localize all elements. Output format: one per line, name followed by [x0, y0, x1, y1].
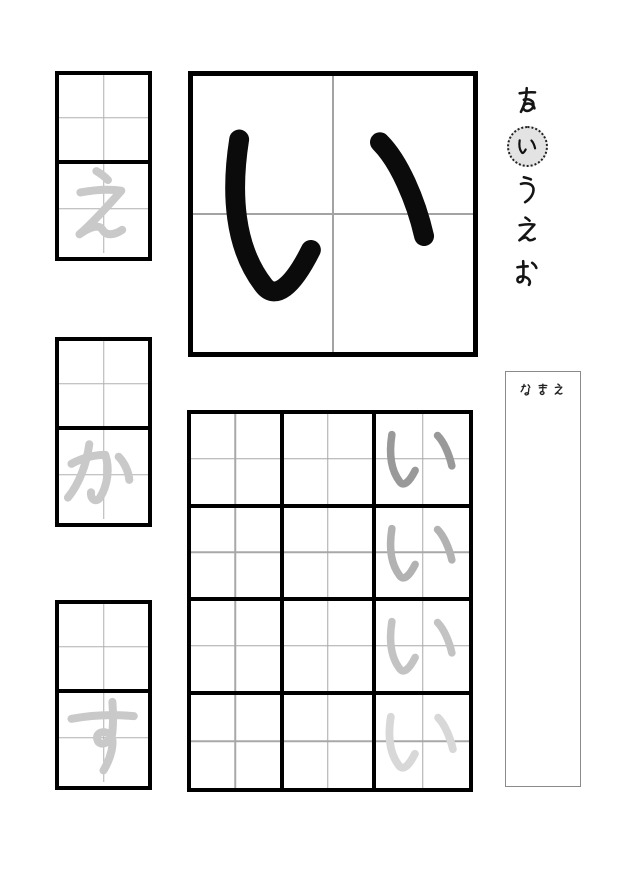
practice-cell-blank: [59, 341, 148, 430]
guide-line-horizontal: [284, 741, 373, 743]
trace-char-i-row4: [376, 695, 469, 789]
practice-box-ka: [55, 337, 152, 527]
guide-line-horizontal: [284, 645, 373, 647]
vowel-item-u: [512, 174, 544, 206]
vowel-item-o: [512, 258, 544, 290]
grid-cell-r2c1: [191, 508, 284, 602]
grid-cell-r2c2: [284, 508, 377, 602]
main-character-box: [188, 71, 478, 357]
grid-cell-r1c3: [376, 414, 469, 508]
guide-line-horizontal: [59, 117, 148, 119]
practice-cell-blank: [59, 75, 148, 164]
main-character-glyph-i: [193, 76, 473, 352]
grid-cell-r4c2: [284, 695, 377, 789]
grid-cell-r1c2: [284, 414, 377, 508]
name-label-char-ma: [536, 383, 550, 397]
guide-line-horizontal: [284, 458, 373, 460]
grid-cell-r4c3: [376, 695, 469, 789]
grid-cell-r3c3: [376, 601, 469, 695]
trace-char-ka: [59, 430, 148, 519]
grid-cell-r4c1: [191, 695, 284, 789]
practice-cell-blank: [59, 604, 148, 693]
trace-char-i-row1: [376, 414, 469, 504]
name-label: [506, 383, 580, 397]
name-label-char-na: [520, 383, 534, 397]
guide-line-horizontal: [59, 383, 148, 385]
practice-cell-trace-e: [59, 164, 148, 253]
grid-cell-r3c1: [191, 601, 284, 695]
vowel-item-a: [512, 85, 544, 117]
guide-line-horizontal: [191, 552, 280, 554]
practice-cell-trace-su: [59, 693, 148, 782]
vowel-item-e: [512, 215, 544, 247]
grid-cell-r2c3: [376, 508, 469, 602]
practice-cell-trace-ka: [59, 430, 148, 519]
trace-char-su: [59, 693, 148, 782]
grid-cell-r1c1: [191, 414, 284, 508]
guide-line-horizontal: [191, 645, 280, 647]
guide-line-horizontal: [191, 741, 280, 743]
guide-line-horizontal: [284, 552, 373, 554]
guide-line-horizontal: [59, 646, 148, 648]
grid-cell-r3c2: [284, 601, 377, 695]
guide-line-horizontal: [191, 458, 280, 460]
practice-box-e: [55, 71, 152, 261]
name-label-char-e: [552, 383, 566, 397]
vowel-item-i: [516, 135, 539, 158]
selected-vowel-highlight-circle: [507, 126, 548, 167]
trace-char-i-row3: [376, 601, 469, 691]
name-box: [505, 371, 581, 787]
practice-box-su: [55, 600, 152, 790]
practice-grid: [187, 410, 473, 792]
trace-char-i-row2: [376, 508, 469, 598]
trace-char-e: [59, 164, 148, 253]
